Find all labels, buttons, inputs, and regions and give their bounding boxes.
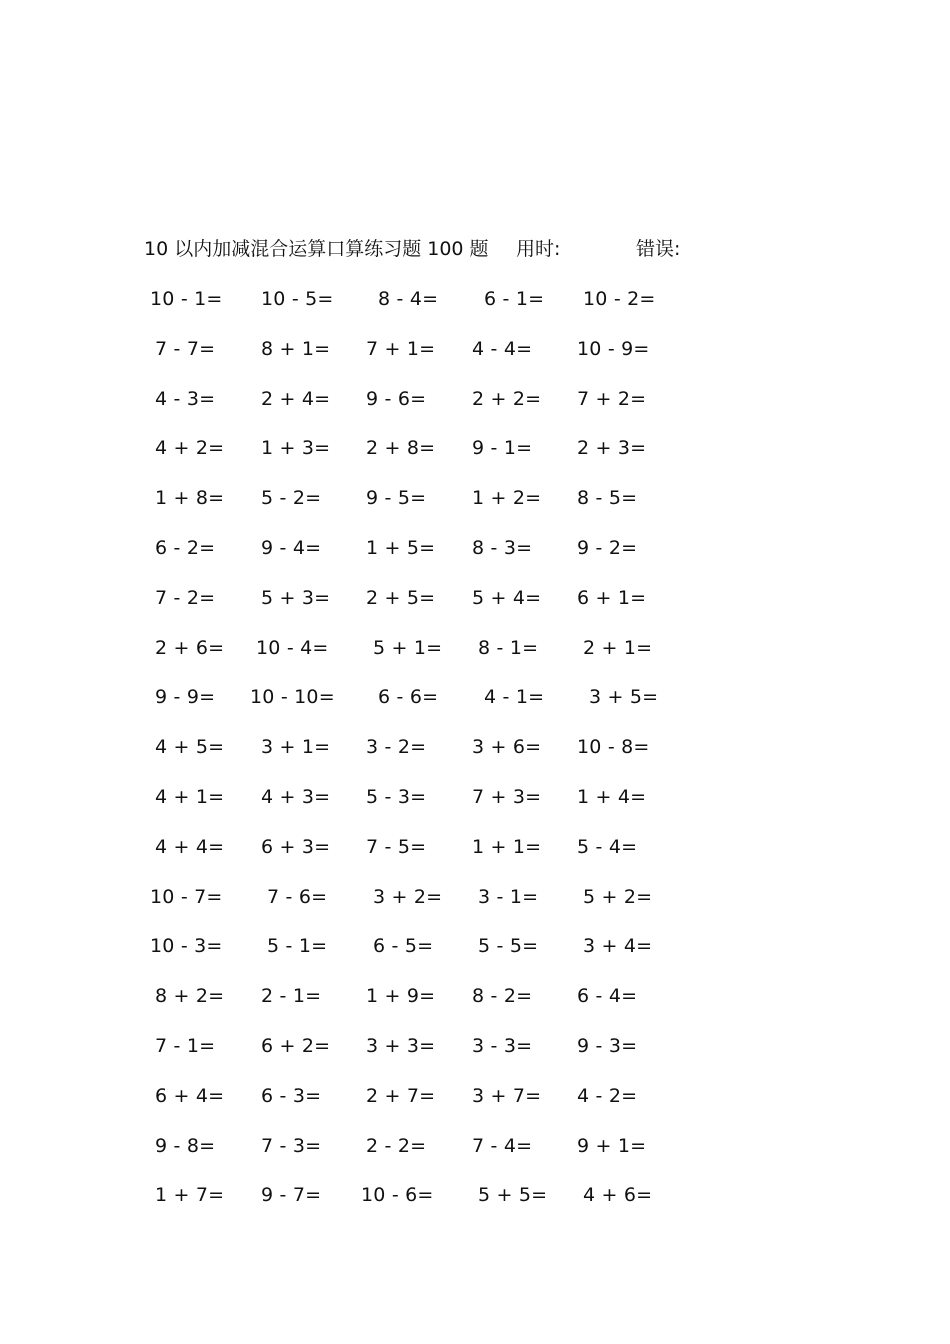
arithmetic-problem: 7 + 3= <box>472 786 542 808</box>
arithmetic-problem: 10 - 8= <box>577 736 650 759</box>
arithmetic-problem: 5 - 2= <box>261 487 322 510</box>
arithmetic-problem: 3 + 4= <box>583 935 653 958</box>
arithmetic-problem: 9 - 6= <box>366 387 427 410</box>
arithmetic-problem: 9 - 2= <box>577 537 638 559</box>
arithmetic-problem: 8 - 2= <box>472 985 533 1008</box>
problem-row <box>0 433 950 463</box>
arithmetic-problem: 6 - 6= <box>378 686 439 709</box>
arithmetic-problem: 9 - 8= <box>155 1134 216 1157</box>
arithmetic-problem: 3 + 6= <box>472 736 542 759</box>
arithmetic-problem: 6 + 4= <box>155 1084 225 1107</box>
arithmetic-problem: 10 - 3= <box>150 935 223 958</box>
arithmetic-problem: 3 - 2= <box>366 736 427 759</box>
arithmetic-problem: 4 + 4= <box>155 835 225 858</box>
arithmetic-problem: 4 - 3= <box>155 387 216 410</box>
arithmetic-problem: 4 + 5= <box>155 736 225 759</box>
arithmetic-problem: 3 + 3= <box>366 1035 436 1057</box>
problem-row <box>0 782 950 812</box>
arithmetic-problem: 1 + 5= <box>366 537 436 559</box>
arithmetic-problem: 4 + 2= <box>155 437 225 460</box>
problem-row <box>0 931 950 961</box>
arithmetic-problem: 10 - 6= <box>361 1184 434 1207</box>
arithmetic-problem: 7 - 4= <box>472 1134 533 1157</box>
arithmetic-problem: 8 - 5= <box>577 487 638 510</box>
arithmetic-problem: 7 + 2= <box>577 387 647 410</box>
arithmetic-problem: 2 + 6= <box>155 636 225 659</box>
arithmetic-problem: 1 + 2= <box>472 487 542 510</box>
arithmetic-problem: 2 + 8= <box>366 437 436 460</box>
arithmetic-problem: 6 + 1= <box>577 586 647 609</box>
arithmetic-problem: 3 - 1= <box>478 885 539 908</box>
arithmetic-problem: 5 - 1= <box>267 935 328 958</box>
arithmetic-problem: 1 + 1= <box>472 835 542 858</box>
arithmetic-problem: 6 - 3= <box>261 1084 322 1107</box>
arithmetic-problem: 10 - 5= <box>261 288 334 310</box>
problem-row <box>0 1131 950 1161</box>
problem-row <box>0 832 950 862</box>
time-used-label: 用时: <box>516 238 561 260</box>
errors-label: 错误: <box>636 238 681 260</box>
problem-row <box>0 1180 950 1210</box>
arithmetic-problem: 10 - 9= <box>577 337 650 360</box>
arithmetic-problem: 3 + 2= <box>373 885 443 908</box>
arithmetic-problem: 7 - 7= <box>155 337 216 360</box>
arithmetic-problem: 5 + 5= <box>478 1184 548 1207</box>
arithmetic-problem: 5 + 2= <box>583 885 653 908</box>
problem-row <box>0 284 950 314</box>
problem-row <box>0 1031 950 1061</box>
problem-row <box>0 981 950 1011</box>
arithmetic-problem: 10 - 2= <box>583 288 656 310</box>
arithmetic-problem: 8 + 2= <box>155 985 225 1008</box>
arithmetic-problem: 9 - 5= <box>366 487 427 510</box>
arithmetic-problem: 7 - 3= <box>261 1134 322 1157</box>
arithmetic-problem: 4 + 3= <box>261 786 331 808</box>
arithmetic-problem: 2 + 3= <box>577 437 647 460</box>
arithmetic-problem: 6 - 4= <box>577 985 638 1008</box>
arithmetic-problem: 7 - 2= <box>155 586 216 609</box>
arithmetic-problem: 9 - 3= <box>577 1035 638 1057</box>
arithmetic-problem: 1 + 3= <box>261 437 331 460</box>
arithmetic-problem: 3 + 1= <box>261 736 331 759</box>
arithmetic-problem: 8 + 1= <box>261 337 331 360</box>
problem-row <box>0 1081 950 1111</box>
arithmetic-problem: 6 - 5= <box>373 935 434 958</box>
arithmetic-problem: 5 - 5= <box>478 935 539 958</box>
arithmetic-problem: 4 - 2= <box>577 1084 638 1107</box>
arithmetic-problem: 8 - 1= <box>478 636 539 659</box>
arithmetic-problem: 5 + 4= <box>472 586 542 609</box>
arithmetic-problem: 3 + 7= <box>472 1084 542 1107</box>
problem-row <box>0 682 950 712</box>
arithmetic-problem: 2 + 2= <box>472 387 542 410</box>
arithmetic-problem: 9 - 1= <box>472 437 533 460</box>
arithmetic-problem: 6 + 3= <box>261 835 331 858</box>
arithmetic-problem: 2 - 1= <box>261 985 322 1008</box>
arithmetic-problem: 9 - 9= <box>155 686 216 709</box>
problem-row <box>0 882 950 912</box>
arithmetic-problem: 2 - 2= <box>366 1134 427 1157</box>
arithmetic-problem: 2 + 4= <box>261 387 331 410</box>
problem-row <box>0 583 950 613</box>
arithmetic-problem: 5 - 4= <box>577 835 638 858</box>
problem-row <box>0 732 950 762</box>
arithmetic-problem: 1 + 7= <box>155 1184 225 1207</box>
arithmetic-problem: 4 + 1= <box>155 786 225 808</box>
arithmetic-problem: 9 - 4= <box>261 537 322 559</box>
arithmetic-problem: 1 + 8= <box>155 487 225 510</box>
problem-row <box>0 533 950 563</box>
arithmetic-problem: 1 + 9= <box>366 985 436 1008</box>
arithmetic-problem: 2 + 1= <box>583 636 653 659</box>
arithmetic-problem: 7 - 5= <box>366 835 427 858</box>
arithmetic-problem: 3 + 5= <box>589 686 659 709</box>
problem-row <box>0 633 950 663</box>
arithmetic-problem: 5 + 3= <box>261 586 331 609</box>
arithmetic-problem: 2 + 7= <box>366 1084 436 1107</box>
arithmetic-problem: 10 - 7= <box>150 885 223 908</box>
arithmetic-problem: 8 - 4= <box>378 288 439 310</box>
arithmetic-problem: 9 + 1= <box>577 1134 647 1157</box>
worksheet-title: 10 以内加减混合运算口算练习题 100 题 <box>144 238 489 260</box>
arithmetic-problem: 5 + 1= <box>373 636 443 659</box>
arithmetic-problem: 4 - 1= <box>484 686 545 709</box>
arithmetic-problem: 7 + 1= <box>366 337 436 360</box>
arithmetic-problem: 6 + 2= <box>261 1035 331 1057</box>
arithmetic-problem: 9 - 7= <box>261 1184 322 1207</box>
arithmetic-problem: 4 + 6= <box>583 1184 653 1207</box>
arithmetic-problem: 7 - 1= <box>155 1035 216 1057</box>
arithmetic-problem: 8 - 3= <box>472 537 533 559</box>
problem-row <box>0 384 950 414</box>
arithmetic-problem: 10 - 4= <box>256 636 329 659</box>
arithmetic-problem: 5 - 3= <box>366 786 427 808</box>
arithmetic-problem: 10 - 10= <box>250 686 335 709</box>
worksheet-header <box>0 234 950 268</box>
arithmetic-problem: 6 - 1= <box>484 288 545 310</box>
arithmetic-problem: 3 - 3= <box>472 1035 533 1057</box>
arithmetic-problem: 7 - 6= <box>267 885 328 908</box>
arithmetic-problem: 4 - 4= <box>472 337 533 360</box>
arithmetic-problem: 1 + 4= <box>577 786 647 808</box>
problem-row <box>0 334 950 364</box>
arithmetic-problem: 6 - 2= <box>155 537 216 559</box>
problem-row <box>0 483 950 513</box>
arithmetic-problem: 10 - 1= <box>150 288 223 310</box>
arithmetic-problem: 2 + 5= <box>366 586 436 609</box>
